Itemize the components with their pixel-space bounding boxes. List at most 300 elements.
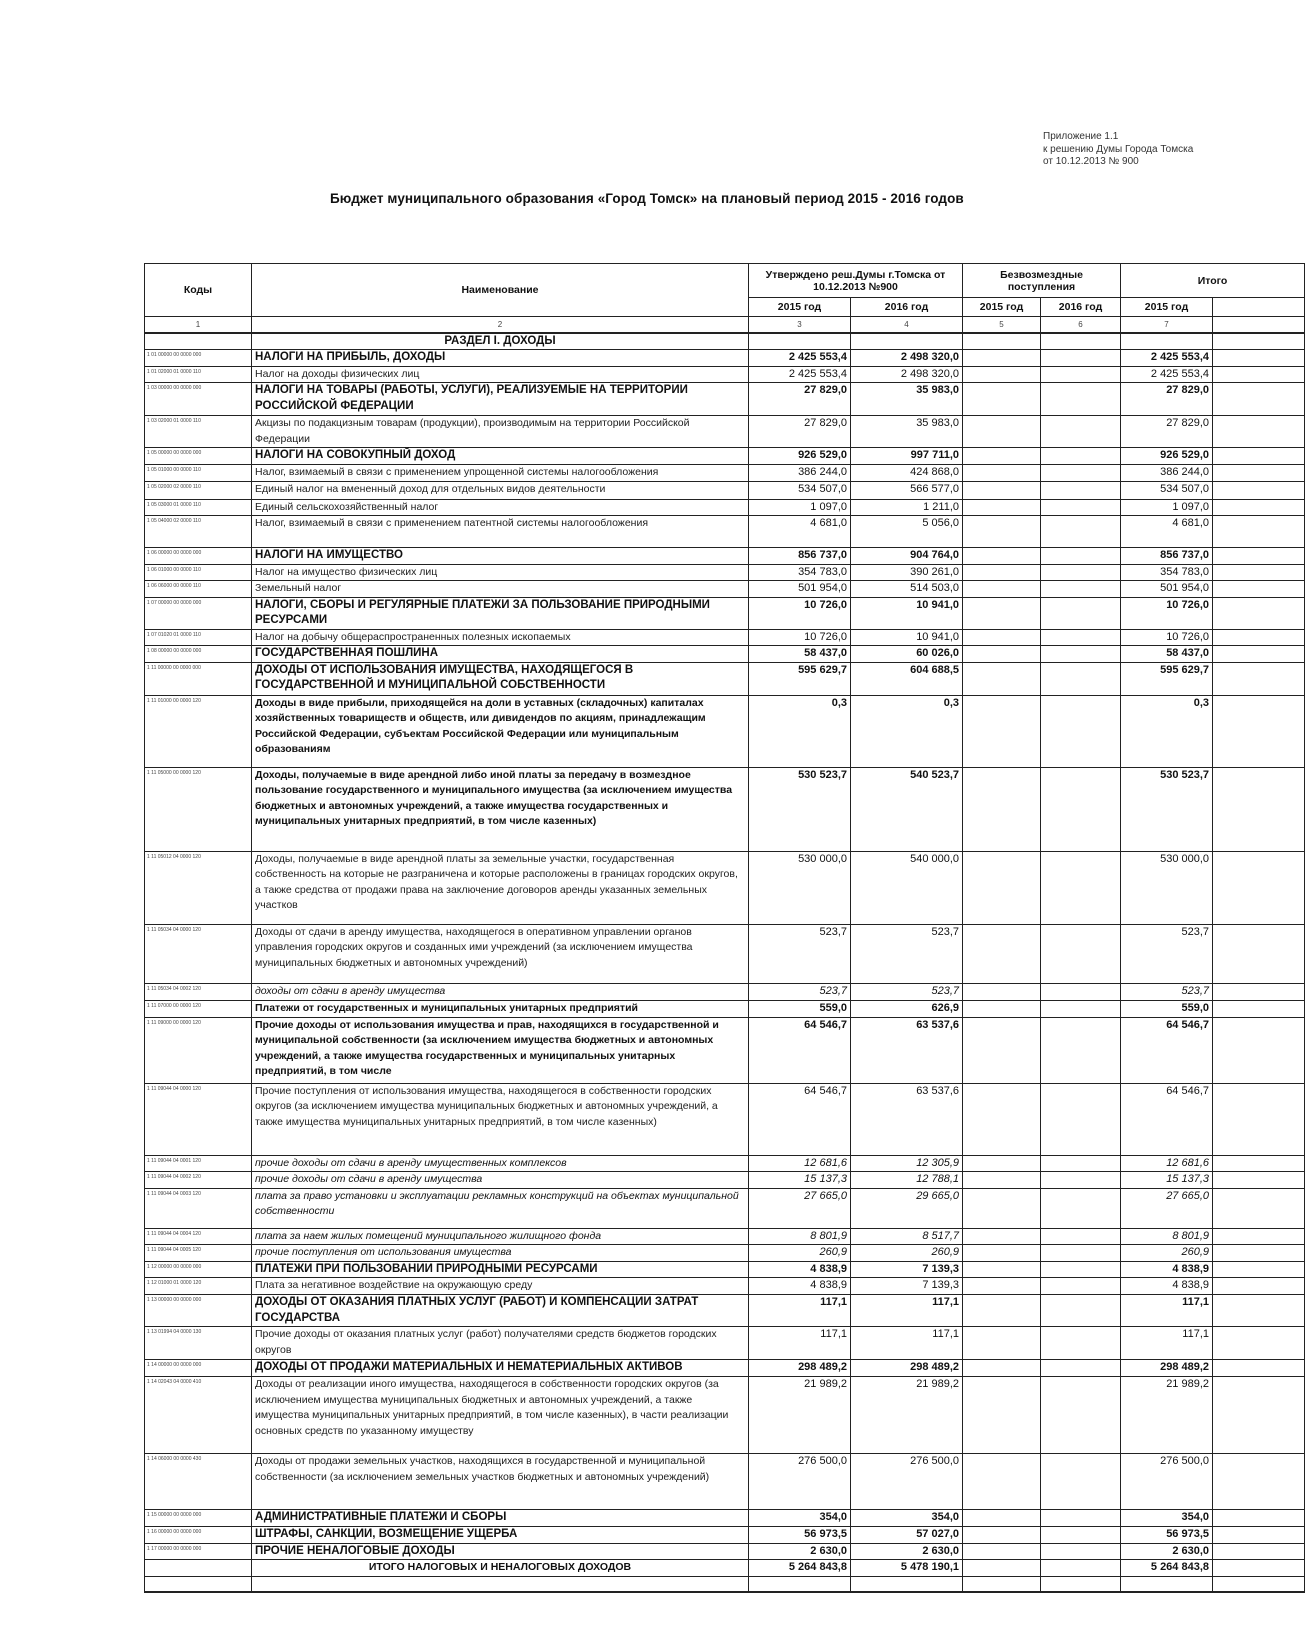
row-value-grants-2016 bbox=[1041, 1017, 1121, 1083]
table-row bbox=[145, 350, 1305, 367]
annex-line-2: к решению Думы Города Томска bbox=[1043, 143, 1194, 155]
row-name: Единый налог на вмененный доход для отдельных видов деятельности bbox=[252, 481, 749, 499]
row-code bbox=[145, 1560, 252, 1577]
row-name: НАЛОГИ НА СОВОКУПНЫЙ ДОХОД bbox=[252, 448, 749, 465]
row-value-total-2016 bbox=[1213, 1228, 1305, 1245]
row-code: 1 07 00000 00 0000 000 bbox=[145, 597, 252, 629]
row-value-total-2016 bbox=[1213, 1083, 1305, 1155]
table-row bbox=[145, 1510, 1305, 1527]
row-value-grants-2015 bbox=[963, 1295, 1041, 1327]
row-code: 1 17 00000 00 0000 000 bbox=[145, 1543, 252, 1560]
row-value-approved-2015: 12 681,6 bbox=[749, 1155, 851, 1172]
row-value-approved-2016: 7 139,3 bbox=[851, 1278, 963, 1295]
table-row bbox=[145, 1560, 1305, 1577]
row-value-grants-2015 bbox=[963, 1228, 1041, 1245]
row-value-approved-2016: 117,1 bbox=[851, 1295, 963, 1327]
row-name: НАЛОГИ НА ИМУЩЕСТВО bbox=[252, 548, 749, 565]
row-value-grants-2016 bbox=[1041, 448, 1121, 465]
row-name: Платежи от государственных и муниципальных унитарных предприятий bbox=[252, 1000, 749, 1017]
row-value-total-2015: 595 629,7 bbox=[1121, 662, 1213, 695]
row-value-grants-2015 bbox=[963, 1327, 1041, 1360]
row-name: Земельный налог bbox=[252, 581, 749, 598]
row-value-approved-2015: 27 829,0 bbox=[749, 383, 851, 416]
row-name: Налог на имущество физических лиц bbox=[252, 564, 749, 581]
row-name: прочие доходы от сдачи в аренду имущественных комплексов bbox=[252, 1155, 749, 1172]
blank-cell bbox=[252, 1576, 749, 1592]
blank-cell bbox=[1041, 1576, 1121, 1592]
row-value-total-2015: 501 954,0 bbox=[1121, 581, 1213, 598]
row-value-grants-2016 bbox=[1041, 1261, 1121, 1278]
row-code: 1 14 00000 00 0000 000 bbox=[145, 1360, 252, 1377]
row-code: 1 05 01000 00 0000 110 bbox=[145, 464, 252, 481]
row-value-total-2016 bbox=[1213, 581, 1305, 598]
row-value-grants-2015 bbox=[963, 464, 1041, 481]
row-value-total-2016 bbox=[1213, 1560, 1305, 1577]
row-value-approved-2016: 12 305,9 bbox=[851, 1155, 963, 1172]
row-value-approved-2016: 12 788,1 bbox=[851, 1172, 963, 1189]
row-value-grants-2016 bbox=[1041, 383, 1121, 416]
row-value-grants-2016 bbox=[1041, 499, 1121, 516]
row-code: 1 11 09044 04 0002 120 bbox=[145, 1172, 252, 1189]
row-value-grants-2016 bbox=[1041, 597, 1121, 629]
row-value-approved-2016: 626,9 bbox=[851, 1000, 963, 1017]
column-number-6: 6 bbox=[1041, 317, 1121, 333]
row-value-grants-2015 bbox=[963, 1527, 1041, 1544]
table-row bbox=[145, 1172, 1305, 1189]
column-number-3: 3 bbox=[749, 317, 851, 333]
row-value-approved-2015: 58 437,0 bbox=[749, 646, 851, 663]
row-value-total-2015: 386 244,0 bbox=[1121, 464, 1213, 481]
row-value-approved-2015: 260,9 bbox=[749, 1245, 851, 1262]
row-value-approved-2015: 386 244,0 bbox=[749, 464, 851, 481]
row-value-grants-2016 bbox=[1041, 1172, 1121, 1189]
row-value-total-2016 bbox=[1213, 564, 1305, 581]
row-value-total-2016 bbox=[1213, 416, 1305, 448]
row-value-total-2016 bbox=[1213, 662, 1305, 695]
row-value-approved-2015: 4 838,9 bbox=[749, 1278, 851, 1295]
row-value-grants-2016 bbox=[1041, 481, 1121, 499]
header-total: Итого bbox=[1121, 264, 1305, 298]
row-value-total-2015: 10 726,0 bbox=[1121, 629, 1213, 646]
row-value-grants-2016 bbox=[1041, 350, 1121, 367]
row-value-approved-2015: 856 737,0 bbox=[749, 548, 851, 565]
row-value-total-2015: 2 425 553,4 bbox=[1121, 350, 1213, 367]
row-value-total-2016 bbox=[1213, 1360, 1305, 1377]
row-value-total-2016 bbox=[1213, 1527, 1305, 1544]
row-value-grants-2016 bbox=[1041, 1510, 1121, 1527]
row-value-approved-2015: 354,0 bbox=[749, 1510, 851, 1527]
section-cell bbox=[749, 333, 851, 350]
row-value-approved-2016: 997 711,0 bbox=[851, 448, 963, 465]
row-value-grants-2016 bbox=[1041, 1377, 1121, 1454]
table-row bbox=[145, 1245, 1305, 1262]
row-name: плата за наем жилых помещений муниципального жилищного фонда bbox=[252, 1228, 749, 1245]
row-value-total-2016 bbox=[1213, 851, 1305, 924]
row-value-total-2016 bbox=[1213, 1172, 1305, 1189]
header-approved-2016: 2016 год bbox=[851, 298, 963, 317]
row-name: плата за право установки и эксплуатации рекламных конструкций на объектах муниципальной собственности bbox=[252, 1188, 749, 1228]
row-value-approved-2016: 2 498 320,0 bbox=[851, 366, 963, 383]
row-code: 1 03 02000 01 0000 110 bbox=[145, 416, 252, 448]
table-row bbox=[145, 924, 1305, 983]
row-value-approved-2015: 2 425 553,4 bbox=[749, 350, 851, 367]
row-value-approved-2016: 523,7 bbox=[851, 924, 963, 983]
row-value-total-2016 bbox=[1213, 629, 1305, 646]
row-value-total-2016 bbox=[1213, 366, 1305, 383]
row-value-grants-2015 bbox=[963, 629, 1041, 646]
header-grants: Безвозмездные поступления bbox=[963, 264, 1121, 298]
row-value-approved-2016: 904 764,0 bbox=[851, 548, 963, 565]
row-name: прочие доходы от сдачи в аренду имущества bbox=[252, 1172, 749, 1189]
row-value-grants-2015 bbox=[963, 481, 1041, 499]
row-value-grants-2016 bbox=[1041, 629, 1121, 646]
row-value-grants-2016 bbox=[1041, 1083, 1121, 1155]
row-value-total-2015: 856 737,0 bbox=[1121, 548, 1213, 565]
row-value-total-2016 bbox=[1213, 1327, 1305, 1360]
row-name: Доходы от сдачи в аренду имущества, находящегося в оперативном управлении органов управления городских округов и созданных ими учреждений (за исключением имущества муниципальных бюджетных и автономных учреждений) bbox=[252, 924, 749, 983]
row-code: 1 11 05012 04 0000 120 bbox=[145, 851, 252, 924]
row-value-total-2016 bbox=[1213, 1543, 1305, 1560]
header-approved-2015: 2015 год bbox=[749, 298, 851, 317]
row-value-grants-2015 bbox=[963, 695, 1041, 767]
row-name: Доходы, получаемые в виде арендной платы за земельные участки, государственная собственность на которые не разграничена и которые расположены в границах городских округов, а также средства от продажи права на заключение договоров аренды указанных земельных участков bbox=[252, 851, 749, 924]
row-value-approved-2016: 10 941,0 bbox=[851, 597, 963, 629]
row-value-approved-2015: 117,1 bbox=[749, 1327, 851, 1360]
row-code: 1 12 01000 01 0000 120 bbox=[145, 1278, 252, 1295]
row-value-total-2016 bbox=[1213, 548, 1305, 565]
table-row bbox=[145, 581, 1305, 598]
row-value-approved-2016: 60 026,0 bbox=[851, 646, 963, 663]
row-value-approved-2016: 540 523,7 bbox=[851, 767, 963, 851]
row-name: Прочие доходы от использования имущества и прав, находящихся в государственной и муниципальной собственности (за исключением имущества бюджетных и автономных учреждений, а также имущества государственных и муниципальных унитарных предприятий, в том числе bbox=[252, 1017, 749, 1083]
table-row bbox=[145, 366, 1305, 383]
row-value-approved-2015: 10 726,0 bbox=[749, 629, 851, 646]
table-row bbox=[145, 564, 1305, 581]
row-value-approved-2015: 530 523,7 bbox=[749, 767, 851, 851]
row-name: Доходы от продажи земельных участков, находящихся в государственной и муниципальной собственности (за исключением земельных участков бюджетных и автономных учреждений) bbox=[252, 1454, 749, 1510]
row-value-grants-2015 bbox=[963, 516, 1041, 548]
row-value-total-2015: 117,1 bbox=[1121, 1327, 1213, 1360]
row-value-grants-2016 bbox=[1041, 695, 1121, 767]
table-row bbox=[145, 1228, 1305, 1245]
row-value-grants-2016 bbox=[1041, 1188, 1121, 1228]
row-value-approved-2016: 1 211,0 bbox=[851, 499, 963, 516]
row-value-total-2015: 21 989,2 bbox=[1121, 1377, 1213, 1454]
row-name: ДОХОДЫ ОТ ОКАЗАНИЯ ПЛАТНЫХ УСЛУГ (РАБОТ) И КОМПЕНСАЦИИ ЗАТРАТ ГОСУДАРСТВА bbox=[252, 1295, 749, 1327]
table-row bbox=[145, 499, 1305, 516]
row-value-total-2015: 27 665,0 bbox=[1121, 1188, 1213, 1228]
row-value-approved-2016: 29 665,0 bbox=[851, 1188, 963, 1228]
row-value-approved-2016: 354,0 bbox=[851, 1510, 963, 1527]
row-value-grants-2015 bbox=[963, 646, 1041, 663]
row-value-total-2016 bbox=[1213, 924, 1305, 983]
row-value-total-2016 bbox=[1213, 597, 1305, 629]
row-code: 1 06 06000 00 0000 110 bbox=[145, 581, 252, 598]
row-value-grants-2015 bbox=[963, 499, 1041, 516]
row-name: Прочие доходы от оказания платных услуг (работ) получателями средств бюджетов городских округов bbox=[252, 1327, 749, 1360]
row-value-total-2016 bbox=[1213, 1000, 1305, 1017]
row-code: 1 11 05034 04 0000 120 bbox=[145, 924, 252, 983]
row-value-grants-2015 bbox=[963, 924, 1041, 983]
row-value-approved-2016: 298 489,2 bbox=[851, 1360, 963, 1377]
row-value-grants-2016 bbox=[1041, 924, 1121, 983]
row-value-total-2015: 530 000,0 bbox=[1121, 851, 1213, 924]
row-code: 1 11 09044 04 0003 120 bbox=[145, 1188, 252, 1228]
row-value-approved-2015: 2 630,0 bbox=[749, 1543, 851, 1560]
row-code: 1 14 06000 00 0000 430 bbox=[145, 1454, 252, 1510]
row-name: Налог, взимаемый в связи с применением патентной системы налогообложения bbox=[252, 516, 749, 548]
row-value-grants-2016 bbox=[1041, 1327, 1121, 1360]
row-value-total-2015: 523,7 bbox=[1121, 983, 1213, 1000]
row-value-total-2015: 260,9 bbox=[1121, 1245, 1213, 1262]
table-row bbox=[145, 1000, 1305, 1017]
row-value-approved-2016: 57 027,0 bbox=[851, 1527, 963, 1544]
row-code: 1 05 04000 02 0000 110 bbox=[145, 516, 252, 548]
table-row bbox=[145, 548, 1305, 565]
row-value-total-2015: 4 838,9 bbox=[1121, 1261, 1213, 1278]
row-code: 1 05 02000 02 0000 110 bbox=[145, 481, 252, 499]
row-code: 1 11 09044 04 0000 120 bbox=[145, 1083, 252, 1155]
table-row bbox=[145, 416, 1305, 448]
row-value-total-2015: 64 546,7 bbox=[1121, 1017, 1213, 1083]
row-value-grants-2015 bbox=[963, 350, 1041, 367]
row-value-approved-2016: 5 478 190,1 bbox=[851, 1560, 963, 1577]
row-value-approved-2016: 21 989,2 bbox=[851, 1377, 963, 1454]
row-value-grants-2015 bbox=[963, 1017, 1041, 1083]
table-row bbox=[145, 481, 1305, 499]
row-value-grants-2015 bbox=[963, 383, 1041, 416]
row-value-total-2015: 27 829,0 bbox=[1121, 383, 1213, 416]
row-value-grants-2016 bbox=[1041, 548, 1121, 565]
row-value-grants-2016 bbox=[1041, 581, 1121, 598]
row-value-grants-2015 bbox=[963, 1510, 1041, 1527]
row-value-approved-2015: 27 829,0 bbox=[749, 416, 851, 448]
row-value-grants-2016 bbox=[1041, 1295, 1121, 1327]
table-row bbox=[145, 1543, 1305, 1560]
row-name: Налог на доходы физических лиц bbox=[252, 366, 749, 383]
row-name: Доходы в виде прибыли, приходящейся на доли в уставных (складочных) капиталах хозяйственных товариществ и обществ, или дивидендов по акциям, принадлежащим Российской Федерации, субъектам Российской Федерации или муниципальным образованиям bbox=[252, 695, 749, 767]
row-value-approved-2015: 276 500,0 bbox=[749, 1454, 851, 1510]
row-value-grants-2016 bbox=[1041, 1000, 1121, 1017]
row-value-total-2015: 56 973,5 bbox=[1121, 1527, 1213, 1544]
row-value-total-2016 bbox=[1213, 1377, 1305, 1454]
header-total-2015: 2015 год bbox=[1121, 298, 1213, 317]
table-row bbox=[145, 597, 1305, 629]
section-cell bbox=[963, 333, 1041, 350]
row-value-approved-2016: 260,9 bbox=[851, 1245, 963, 1262]
row-value-total-2016 bbox=[1213, 695, 1305, 767]
blank-cell bbox=[145, 1576, 252, 1592]
header-name: Наименование bbox=[252, 264, 749, 317]
row-value-total-2016 bbox=[1213, 1454, 1305, 1510]
row-value-total-2015: 0,3 bbox=[1121, 695, 1213, 767]
row-value-approved-2015: 15 137,3 bbox=[749, 1172, 851, 1189]
row-name: Прочие поступления от использования имущества, находящегося в собственности городских округов (за исключением имущества муниципальных бюджетных и автономных учреждений, а также имущества муниципальных унитарных предприятий, в том числе казенных) bbox=[252, 1083, 749, 1155]
row-name: НАЛОГИ, СБОРЫ И РЕГУЛЯРНЫЕ ПЛАТЕЖИ ЗА ПОЛЬЗОВАНИЕ ПРИРОДНЫМИ РЕСУРСАМИ bbox=[252, 597, 749, 629]
row-value-total-2016 bbox=[1213, 464, 1305, 481]
row-value-approved-2016: 0,3 bbox=[851, 695, 963, 767]
row-value-total-2016 bbox=[1213, 383, 1305, 416]
row-value-approved-2016: 10 941,0 bbox=[851, 629, 963, 646]
section-cell bbox=[851, 333, 963, 350]
header-approved: Утверждено реш.Думы г.Томска от 10.12.2013 №900 bbox=[749, 264, 963, 298]
row-value-grants-2015 bbox=[963, 1245, 1041, 1262]
row-value-approved-2015: 1 097,0 bbox=[749, 499, 851, 516]
row-value-approved-2015: 501 954,0 bbox=[749, 581, 851, 598]
row-value-total-2015: 58 437,0 bbox=[1121, 646, 1213, 663]
column-number-1: 1 bbox=[145, 317, 252, 333]
row-value-total-2015: 354 783,0 bbox=[1121, 564, 1213, 581]
row-name: Налог, взимаемый в связи с применением упрощенной системы налогообложения bbox=[252, 464, 749, 481]
row-value-total-2016 bbox=[1213, 1261, 1305, 1278]
row-value-approved-2016: 5 056,0 bbox=[851, 516, 963, 548]
row-code: 1 15 00000 00 0000 000 bbox=[145, 1510, 252, 1527]
row-value-grants-2015 bbox=[963, 983, 1041, 1000]
row-value-approved-2016: 540 000,0 bbox=[851, 851, 963, 924]
budget-table bbox=[144, 263, 1305, 1593]
row-value-grants-2015 bbox=[963, 366, 1041, 383]
row-code: 1 14 02043 04 0000 410 bbox=[145, 1377, 252, 1454]
row-name: НАЛОГИ НА ТОВАРЫ (РАБОТЫ, УСЛУГИ), РЕАЛИЗУЕМЫЕ НА ТЕРРИТОРИИ РОССИЙСКОЙ ФЕДЕРАЦИИ bbox=[252, 383, 749, 416]
row-value-grants-2015 bbox=[963, 1543, 1041, 1560]
row-value-total-2016 bbox=[1213, 767, 1305, 851]
table-row bbox=[145, 1017, 1305, 1083]
row-value-total-2015: 2 425 553,4 bbox=[1121, 366, 1213, 383]
row-value-grants-2015 bbox=[963, 1172, 1041, 1189]
row-value-total-2016 bbox=[1213, 350, 1305, 367]
row-value-grants-2016 bbox=[1041, 1228, 1121, 1245]
row-value-grants-2016 bbox=[1041, 366, 1121, 383]
row-value-grants-2016 bbox=[1041, 516, 1121, 548]
row-value-approved-2016: 514 503,0 bbox=[851, 581, 963, 598]
row-name: Акцизы по подакцизным товарам (продукции), производимым на территории Российской Федерации bbox=[252, 416, 749, 448]
row-code: 1 16 00000 00 0000 000 bbox=[145, 1527, 252, 1544]
section-cell bbox=[1121, 333, 1213, 350]
row-value-grants-2015 bbox=[963, 1278, 1041, 1295]
row-name: АДМИНИСТРАТИВНЫЕ ПЛАТЕЖИ И СБОРЫ bbox=[252, 1510, 749, 1527]
row-value-approved-2015: 117,1 bbox=[749, 1295, 851, 1327]
header-codes: Коды bbox=[145, 264, 252, 317]
table-row bbox=[145, 448, 1305, 465]
row-value-grants-2015 bbox=[963, 851, 1041, 924]
row-name: ПРОЧИЕ НЕНАЛОГОВЫЕ ДОХОДЫ bbox=[252, 1543, 749, 1560]
table-row bbox=[145, 646, 1305, 663]
row-value-grants-2015 bbox=[963, 564, 1041, 581]
row-value-grants-2016 bbox=[1041, 416, 1121, 448]
row-name: ГОСУДАРСТВЕННАЯ ПОШЛИНА bbox=[252, 646, 749, 663]
row-value-total-2015: 523,7 bbox=[1121, 924, 1213, 983]
table-row bbox=[145, 1527, 1305, 1544]
table-row bbox=[145, 1377, 1305, 1454]
row-value-grants-2016 bbox=[1041, 1360, 1121, 1377]
table-row bbox=[145, 695, 1305, 767]
row-value-approved-2015: 4 838,9 bbox=[749, 1261, 851, 1278]
section-cell bbox=[1213, 333, 1305, 350]
row-value-approved-2016: 63 537,6 bbox=[851, 1083, 963, 1155]
annex-line-3: от 10.12.2013 № 900 bbox=[1043, 156, 1139, 167]
row-value-grants-2016 bbox=[1041, 851, 1121, 924]
row-value-total-2015: 4 838,9 bbox=[1121, 1278, 1213, 1295]
row-value-approved-2015: 56 973,5 bbox=[749, 1527, 851, 1544]
row-value-grants-2015 bbox=[963, 597, 1041, 629]
row-value-grants-2015 bbox=[963, 1377, 1041, 1454]
row-value-approved-2016: 63 537,6 bbox=[851, 1017, 963, 1083]
section-code-cell bbox=[145, 333, 252, 350]
row-value-approved-2016: 7 139,3 bbox=[851, 1261, 963, 1278]
row-value-total-2015: 534 507,0 bbox=[1121, 481, 1213, 499]
column-number-7: 7 bbox=[1121, 317, 1213, 333]
row-value-approved-2015: 559,0 bbox=[749, 1000, 851, 1017]
table-row bbox=[145, 1261, 1305, 1278]
row-value-approved-2015: 523,7 bbox=[749, 924, 851, 983]
row-value-approved-2015: 21 989,2 bbox=[749, 1377, 851, 1454]
row-value-grants-2015 bbox=[963, 767, 1041, 851]
row-name: Налог на добычу общераспространенных полезных ископаемых bbox=[252, 629, 749, 646]
row-name: Плата за негативное воздействие на окружающую среду bbox=[252, 1278, 749, 1295]
row-value-total-2015: 8 801,9 bbox=[1121, 1228, 1213, 1245]
table-row bbox=[145, 1295, 1305, 1327]
row-value-total-2015: 27 829,0 bbox=[1121, 416, 1213, 448]
row-value-approved-2015: 354 783,0 bbox=[749, 564, 851, 581]
row-name: ИТОГО НАЛОГОВЫХ И НЕНАЛОГОВЫХ ДОХОДОВ bbox=[252, 1560, 749, 1577]
row-code: 1 11 01000 00 0000 120 bbox=[145, 695, 252, 767]
document-title: Бюджет муниципального образования «Город Томск» на плановый период 2015 - 2016 годов bbox=[330, 191, 964, 206]
row-value-grants-2015 bbox=[963, 448, 1041, 465]
row-value-grants-2016 bbox=[1041, 1245, 1121, 1262]
row-value-grants-2015 bbox=[963, 1155, 1041, 1172]
row-code: 1 06 01000 00 0000 110 bbox=[145, 564, 252, 581]
row-code: 1 11 05000 00 0000 120 bbox=[145, 767, 252, 851]
row-code: 1 03 00000 00 0000 000 bbox=[145, 383, 252, 416]
row-code: 1 05 00000 00 0000 000 bbox=[145, 448, 252, 465]
row-value-total-2015: 15 137,3 bbox=[1121, 1172, 1213, 1189]
row-value-grants-2016 bbox=[1041, 983, 1121, 1000]
row-code: 1 07 01020 01 0000 110 bbox=[145, 629, 252, 646]
row-value-grants-2016 bbox=[1041, 646, 1121, 663]
table-row bbox=[145, 1454, 1305, 1510]
row-code: 1 11 00000 00 0000 000 bbox=[145, 662, 252, 695]
row-value-total-2015: 5 264 843,8 bbox=[1121, 1560, 1213, 1577]
row-code: 1 11 09044 04 0004 120 bbox=[145, 1228, 252, 1245]
table-row bbox=[145, 383, 1305, 416]
row-value-approved-2015: 27 665,0 bbox=[749, 1188, 851, 1228]
row-value-grants-2016 bbox=[1041, 464, 1121, 481]
row-value-grants-2015 bbox=[963, 1360, 1041, 1377]
row-name: Доходы, получаемые в виде арендной либо иной платы за передачу в возмездное пользование государственного и муниципального имущества (за исключением имущества бюджетных и автономных учреждений, а также имущества государственных и муниципальных унитарных предприятий, в том числе казенных) bbox=[252, 767, 749, 851]
row-value-grants-2015 bbox=[963, 1261, 1041, 1278]
row-value-grants-2016 bbox=[1041, 564, 1121, 581]
row-value-total-2015: 276 500,0 bbox=[1121, 1454, 1213, 1510]
row-value-approved-2016: 276 500,0 bbox=[851, 1454, 963, 1510]
table-row bbox=[145, 1188, 1305, 1228]
row-value-grants-2016 bbox=[1041, 662, 1121, 695]
table-row bbox=[145, 662, 1305, 695]
row-value-total-2016 bbox=[1213, 1188, 1305, 1228]
row-value-grants-2015 bbox=[963, 581, 1041, 598]
table-row bbox=[145, 1327, 1305, 1360]
row-value-total-2015: 926 529,0 bbox=[1121, 448, 1213, 465]
row-value-total-2015: 354,0 bbox=[1121, 1510, 1213, 1527]
row-value-total-2016 bbox=[1213, 516, 1305, 548]
row-value-grants-2015 bbox=[963, 1083, 1041, 1155]
row-value-approved-2016: 390 261,0 bbox=[851, 564, 963, 581]
row-value-approved-2016: 117,1 bbox=[851, 1327, 963, 1360]
row-value-total-2016 bbox=[1213, 481, 1305, 499]
header-grants-2015: 2015 год bbox=[963, 298, 1041, 317]
row-value-total-2016 bbox=[1213, 1278, 1305, 1295]
section-title: РАЗДЕЛ I. ДОХОДЫ bbox=[252, 333, 749, 350]
row-value-total-2015: 298 489,2 bbox=[1121, 1360, 1213, 1377]
